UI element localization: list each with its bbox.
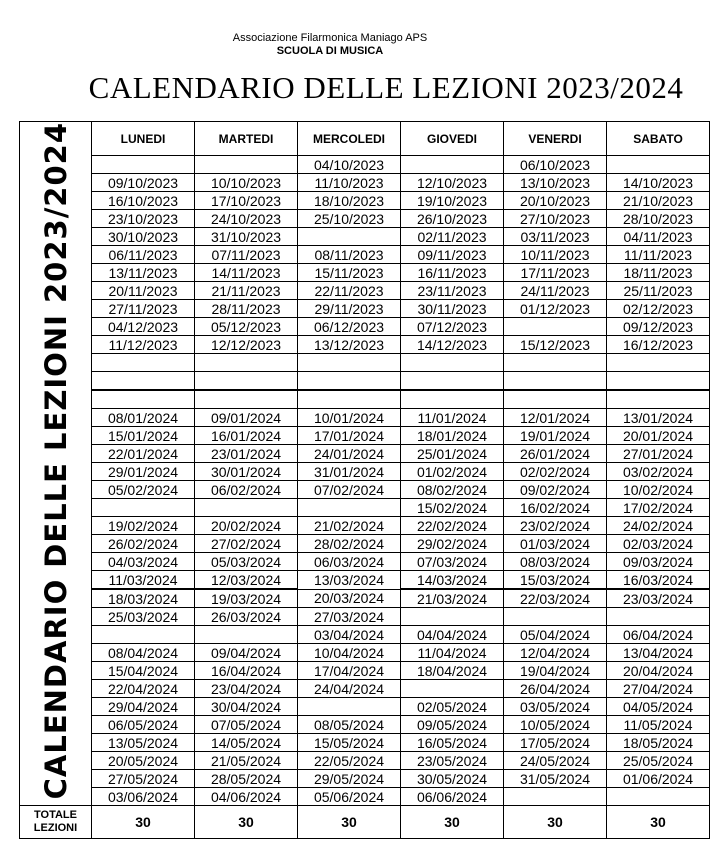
totals-label: TOTALE LEZIONI xyxy=(20,806,92,839)
date-cell: 08/03/2024 xyxy=(504,553,607,571)
table-row xyxy=(20,390,710,409)
date-cell: 04/03/2024 xyxy=(92,553,195,571)
date-cell: 10/11/2023 xyxy=(504,246,607,264)
date-cell: 11/12/2023 xyxy=(92,336,195,354)
date-cell: 21/05/2024 xyxy=(195,752,298,770)
date-cell: 31/05/2024 xyxy=(504,770,607,788)
date-cell: 23/02/2024 xyxy=(504,517,607,535)
date-cell: 22/04/2024 xyxy=(92,680,195,698)
date-cell: 12/03/2024 xyxy=(195,571,298,590)
date-cell: 16/12/2023 xyxy=(607,336,710,354)
date-cell: 20/10/2023 xyxy=(504,192,607,210)
date-cell: 01/06/2024 xyxy=(607,770,710,788)
day-header-giovedi: GIOVEDI xyxy=(401,122,504,156)
date-cell: 11/03/2024 xyxy=(92,571,195,590)
date-cell xyxy=(195,499,298,517)
table-row xyxy=(20,445,710,463)
date-cell: 16/05/2024 xyxy=(401,734,504,752)
date-cell: 06/10/2023 xyxy=(504,156,607,174)
date-cell xyxy=(298,372,401,391)
date-cell: 18/11/2023 xyxy=(607,264,710,282)
day-header-mercoledi: MERCOLEDI xyxy=(298,122,401,156)
date-cell: 01/12/2023 xyxy=(504,300,607,318)
date-cell: 30/05/2024 xyxy=(401,770,504,788)
date-cell: 06/03/2024 xyxy=(298,553,401,571)
table-row xyxy=(20,589,710,608)
date-cell xyxy=(504,354,607,372)
date-cell: 21/11/2023 xyxy=(195,282,298,300)
date-cell: 12/12/2023 xyxy=(195,336,298,354)
date-cell: 26/02/2024 xyxy=(92,535,195,553)
date-cell: 03/11/2023 xyxy=(504,228,607,246)
date-cell: 21/03/2024 xyxy=(401,589,504,608)
date-cell: 02/12/2023 xyxy=(607,300,710,318)
date-cell: 19/04/2024 xyxy=(504,662,607,680)
date-cell: 19/01/2024 xyxy=(504,427,607,445)
date-cell: 09/04/2024 xyxy=(195,644,298,662)
table-row xyxy=(20,210,710,228)
date-cell: 14/03/2024 xyxy=(401,571,504,590)
date-cell: 11/11/2023 xyxy=(607,246,710,264)
date-cell: 26/01/2024 xyxy=(504,445,607,463)
date-cell xyxy=(298,698,401,716)
date-cell: 22/05/2024 xyxy=(298,752,401,770)
date-cell: 25/10/2023 xyxy=(298,210,401,228)
date-cell: 19/02/2024 xyxy=(92,517,195,535)
table-row xyxy=(20,282,710,300)
date-cell xyxy=(298,390,401,409)
date-cell xyxy=(504,788,607,806)
date-cell: 13/10/2023 xyxy=(504,174,607,192)
table-row xyxy=(20,300,710,318)
date-cell xyxy=(195,626,298,644)
date-cell xyxy=(92,354,195,372)
date-cell: 04/12/2023 xyxy=(92,318,195,336)
date-cell: 24/04/2024 xyxy=(298,680,401,698)
date-cell: 20/01/2024 xyxy=(607,427,710,445)
date-cell: 20/04/2024 xyxy=(607,662,710,680)
date-cell xyxy=(195,390,298,409)
date-cell: 18/10/2023 xyxy=(298,192,401,210)
date-cell: 09/03/2024 xyxy=(607,553,710,571)
date-cell: 15/03/2024 xyxy=(504,571,607,590)
table-row xyxy=(20,354,710,372)
date-cell: 27/01/2024 xyxy=(607,445,710,463)
date-cell: 16/02/2024 xyxy=(504,499,607,517)
date-cell: 21/10/2023 xyxy=(607,192,710,210)
day-header-lunedi: LUNEDI xyxy=(92,122,195,156)
date-cell: 28/05/2024 xyxy=(195,770,298,788)
date-cell: 27/02/2024 xyxy=(195,535,298,553)
date-cell: 16/11/2023 xyxy=(401,264,504,282)
date-cell xyxy=(401,156,504,174)
day-header-row xyxy=(20,122,710,156)
date-cell: 05/04/2024 xyxy=(504,626,607,644)
date-cell: 16/03/2024 xyxy=(607,571,710,590)
date-cell: 02/11/2023 xyxy=(401,228,504,246)
date-cell: 24/10/2023 xyxy=(195,210,298,228)
date-cell: 27/04/2024 xyxy=(607,680,710,698)
date-cell xyxy=(504,390,607,409)
date-cell xyxy=(92,372,195,391)
date-cell: 06/05/2024 xyxy=(92,716,195,734)
date-cell: 09/11/2023 xyxy=(401,246,504,264)
date-cell: 23/04/2024 xyxy=(195,680,298,698)
date-cell: 17/02/2024 xyxy=(607,499,710,517)
date-cell: 03/04/2024 xyxy=(298,626,401,644)
date-cell: 22/02/2024 xyxy=(401,517,504,535)
date-cell: 23/05/2024 xyxy=(401,752,504,770)
date-cell: 05/03/2024 xyxy=(195,553,298,571)
date-cell: 25/05/2024 xyxy=(607,752,710,770)
table-row xyxy=(20,571,710,590)
table-row xyxy=(20,517,710,535)
date-cell: 25/11/2023 xyxy=(607,282,710,300)
date-cell: 19/03/2024 xyxy=(195,589,298,608)
table-row xyxy=(20,553,710,571)
table-row xyxy=(20,499,710,517)
date-cell xyxy=(607,354,710,372)
table-row xyxy=(20,463,710,481)
date-cell xyxy=(607,788,710,806)
date-cell: 27/05/2024 xyxy=(92,770,195,788)
date-cell: 20/02/2024 xyxy=(195,517,298,535)
date-cell xyxy=(401,354,504,372)
date-cell: 08/02/2024 xyxy=(401,481,504,499)
date-cell: 17/04/2024 xyxy=(298,662,401,680)
date-cell: 09/02/2024 xyxy=(504,481,607,499)
date-cell: 07/03/2024 xyxy=(401,553,504,571)
date-cell xyxy=(298,354,401,372)
date-cell: 10/02/2024 xyxy=(607,481,710,499)
day-header-martedi: MARTEDI xyxy=(195,122,298,156)
side-title: CALENDARIO DELLE LEZIONI 2023/2024 xyxy=(38,122,73,800)
date-cell: 14/12/2023 xyxy=(401,336,504,354)
table-row xyxy=(20,228,710,246)
date-cell: 13/12/2023 xyxy=(298,336,401,354)
totals-row xyxy=(20,806,710,839)
table-row xyxy=(20,336,710,354)
date-cell: 05/12/2023 xyxy=(195,318,298,336)
date-cell: 23/01/2024 xyxy=(195,445,298,463)
date-cell: 29/05/2024 xyxy=(298,770,401,788)
table-row xyxy=(20,535,710,553)
date-cell xyxy=(401,390,504,409)
date-cell: 08/04/2024 xyxy=(92,644,195,662)
school-name: SCUOLA DI MUSICA xyxy=(276,45,384,57)
date-cell: 08/05/2024 xyxy=(298,716,401,734)
date-cell: 15/11/2023 xyxy=(298,264,401,282)
date-cell: 07/05/2024 xyxy=(195,716,298,734)
date-cell: 16/04/2024 xyxy=(195,662,298,680)
date-cell: 24/01/2024 xyxy=(298,445,401,463)
date-cell: 09/01/2024 xyxy=(195,409,298,427)
date-cell: 29/11/2023 xyxy=(298,300,401,318)
day-header-sabato: SABATO xyxy=(607,122,710,156)
table-row xyxy=(20,752,710,770)
date-cell: 25/01/2024 xyxy=(401,445,504,463)
date-cell: 26/03/2024 xyxy=(195,608,298,626)
date-cell: 29/02/2024 xyxy=(401,535,504,553)
date-cell: 02/03/2024 xyxy=(607,535,710,553)
date-cell: 01/02/2024 xyxy=(401,463,504,481)
date-cell: 08/11/2023 xyxy=(298,246,401,264)
date-cell: 24/11/2023 xyxy=(504,282,607,300)
date-cell xyxy=(607,156,710,174)
date-cell: 15/05/2024 xyxy=(298,734,401,752)
date-cell: 13/04/2024 xyxy=(607,644,710,662)
date-cell: 03/06/2024 xyxy=(92,788,195,806)
date-cell: 16/01/2024 xyxy=(195,427,298,445)
date-cell: 20/05/2024 xyxy=(92,752,195,770)
table-row xyxy=(20,409,710,427)
date-cell: 21/02/2024 xyxy=(298,517,401,535)
table-row xyxy=(20,427,710,445)
total-lessons-value: 30 xyxy=(298,806,401,839)
date-cell: 27/11/2023 xyxy=(92,300,195,318)
date-cell: 10/04/2024 xyxy=(298,644,401,662)
date-cell xyxy=(504,608,607,626)
date-cell xyxy=(195,354,298,372)
table-row xyxy=(20,246,710,264)
table-row xyxy=(20,698,710,716)
date-cell: 20/03/2024 xyxy=(298,589,401,608)
table-row xyxy=(20,644,710,662)
total-lessons-value: 30 xyxy=(401,806,504,839)
date-cell: 07/11/2023 xyxy=(195,246,298,264)
date-cell: 11/04/2024 xyxy=(401,644,504,662)
date-cell: 28/11/2023 xyxy=(195,300,298,318)
date-cell xyxy=(298,499,401,517)
date-cell: 06/11/2023 xyxy=(92,246,195,264)
date-cell xyxy=(607,390,710,409)
date-cell: 06/02/2024 xyxy=(195,481,298,499)
date-cell xyxy=(298,228,401,246)
date-cell: 30/10/2023 xyxy=(92,228,195,246)
date-cell: 14/05/2024 xyxy=(195,734,298,752)
date-cell: 16/10/2023 xyxy=(92,192,195,210)
date-cell: 06/06/2024 xyxy=(401,788,504,806)
date-cell: 30/01/2024 xyxy=(195,463,298,481)
page-title: CALENDARIO DELLE LEZIONI 2023/2024 xyxy=(88,70,684,105)
date-cell: 08/01/2024 xyxy=(92,409,195,427)
date-cell: 11/01/2024 xyxy=(401,409,504,427)
date-cell xyxy=(92,499,195,517)
date-cell: 26/04/2024 xyxy=(504,680,607,698)
date-cell: 14/10/2023 xyxy=(607,174,710,192)
date-cell xyxy=(504,318,607,336)
table-row xyxy=(20,372,710,391)
table-row xyxy=(20,156,710,174)
date-cell: 06/12/2023 xyxy=(298,318,401,336)
total-lessons-value: 30 xyxy=(504,806,607,839)
date-cell: 22/11/2023 xyxy=(298,282,401,300)
date-cell: 31/01/2024 xyxy=(298,463,401,481)
date-cell: 14/11/2023 xyxy=(195,264,298,282)
total-lessons-value: 30 xyxy=(92,806,195,839)
day-header-venerdi: VENERDI xyxy=(504,122,607,156)
table-row xyxy=(20,716,710,734)
total-lessons-value: 30 xyxy=(607,806,710,839)
date-cell: 10/10/2023 xyxy=(195,174,298,192)
date-cell: 09/05/2024 xyxy=(401,716,504,734)
date-cell: 25/03/2024 xyxy=(92,608,195,626)
date-cell: 05/02/2024 xyxy=(92,481,195,499)
date-cell: 19/10/2023 xyxy=(401,192,504,210)
date-cell: 02/05/2024 xyxy=(401,698,504,716)
date-cell xyxy=(92,156,195,174)
date-cell: 22/01/2024 xyxy=(92,445,195,463)
date-cell: 18/04/2024 xyxy=(401,662,504,680)
date-cell: 09/10/2023 xyxy=(92,174,195,192)
date-cell xyxy=(401,608,504,626)
date-cell xyxy=(607,372,710,391)
table-row xyxy=(20,192,710,210)
date-cell: 01/03/2024 xyxy=(504,535,607,553)
date-cell: 04/11/2023 xyxy=(607,228,710,246)
date-cell xyxy=(401,372,504,391)
date-cell: 27/10/2023 xyxy=(504,210,607,228)
date-cell: 18/01/2024 xyxy=(401,427,504,445)
table-row xyxy=(20,734,710,752)
date-cell: 23/11/2023 xyxy=(401,282,504,300)
date-cell: 03/02/2024 xyxy=(607,463,710,481)
table-row xyxy=(20,680,710,698)
date-cell: 17/05/2024 xyxy=(504,734,607,752)
date-cell xyxy=(504,372,607,391)
date-cell: 10/01/2024 xyxy=(298,409,401,427)
table-row xyxy=(20,608,710,626)
date-cell: 23/03/2024 xyxy=(607,589,710,608)
calendar-body xyxy=(20,122,710,839)
side-title-cell xyxy=(20,122,92,806)
date-cell: 12/10/2023 xyxy=(401,174,504,192)
table-row xyxy=(20,174,710,192)
date-cell: 28/02/2024 xyxy=(298,535,401,553)
date-cell xyxy=(195,156,298,174)
date-cell: 27/03/2024 xyxy=(298,608,401,626)
date-cell: 18/05/2024 xyxy=(607,734,710,752)
date-cell: 10/05/2024 xyxy=(504,716,607,734)
table-row xyxy=(20,481,710,499)
date-cell: 11/05/2024 xyxy=(607,716,710,734)
date-cell: 15/12/2023 xyxy=(504,336,607,354)
date-cell xyxy=(401,680,504,698)
date-cell: 04/04/2024 xyxy=(401,626,504,644)
date-cell: 07/02/2024 xyxy=(298,481,401,499)
total-lessons-value: 30 xyxy=(195,806,298,839)
organization-name: Associazione Filarmonica Maniago APS xyxy=(232,32,428,44)
date-cell: 26/10/2023 xyxy=(401,210,504,228)
date-cell: 12/01/2024 xyxy=(504,409,607,427)
date-cell: 05/06/2024 xyxy=(298,788,401,806)
date-cell: 03/05/2024 xyxy=(504,698,607,716)
date-cell: 30/11/2023 xyxy=(401,300,504,318)
date-cell: 13/01/2024 xyxy=(607,409,710,427)
lesson-calendar-table xyxy=(19,121,710,839)
date-cell: 17/10/2023 xyxy=(195,192,298,210)
table-row xyxy=(20,662,710,680)
table-row xyxy=(20,788,710,806)
date-cell: 17/11/2023 xyxy=(504,264,607,282)
date-cell: 22/03/2024 xyxy=(504,589,607,608)
date-cell: 11/10/2023 xyxy=(298,174,401,192)
date-cell: 28/10/2023 xyxy=(607,210,710,228)
date-cell: 07/12/2023 xyxy=(401,318,504,336)
date-cell: 04/10/2023 xyxy=(298,156,401,174)
date-cell: 18/03/2024 xyxy=(92,589,195,608)
table-row xyxy=(20,626,710,644)
date-cell: 30/04/2024 xyxy=(195,698,298,716)
date-cell xyxy=(607,608,710,626)
date-cell: 02/02/2024 xyxy=(504,463,607,481)
date-cell xyxy=(195,372,298,391)
date-cell: 24/02/2024 xyxy=(607,517,710,535)
date-cell: 06/04/2024 xyxy=(607,626,710,644)
date-cell: 20/11/2023 xyxy=(92,282,195,300)
date-cell: 24/05/2024 xyxy=(504,752,607,770)
date-cell: 29/04/2024 xyxy=(92,698,195,716)
date-cell: 13/11/2023 xyxy=(92,264,195,282)
date-cell: 12/04/2024 xyxy=(504,644,607,662)
table-row xyxy=(20,264,710,282)
date-cell: 13/03/2024 xyxy=(298,571,401,590)
date-cell: 13/05/2024 xyxy=(92,734,195,752)
date-cell: 15/02/2024 xyxy=(401,499,504,517)
date-cell: 04/05/2024 xyxy=(607,698,710,716)
date-cell: 29/01/2024 xyxy=(92,463,195,481)
date-cell xyxy=(92,626,195,644)
date-cell: 15/01/2024 xyxy=(92,427,195,445)
date-cell: 09/12/2023 xyxy=(607,318,710,336)
date-cell: 23/10/2023 xyxy=(92,210,195,228)
date-cell: 15/04/2024 xyxy=(92,662,195,680)
date-cell: 04/06/2024 xyxy=(195,788,298,806)
table-row xyxy=(20,770,710,788)
date-cell: 17/01/2024 xyxy=(298,427,401,445)
table-row xyxy=(20,318,710,336)
date-cell: 31/10/2023 xyxy=(195,228,298,246)
date-cell xyxy=(92,390,195,409)
